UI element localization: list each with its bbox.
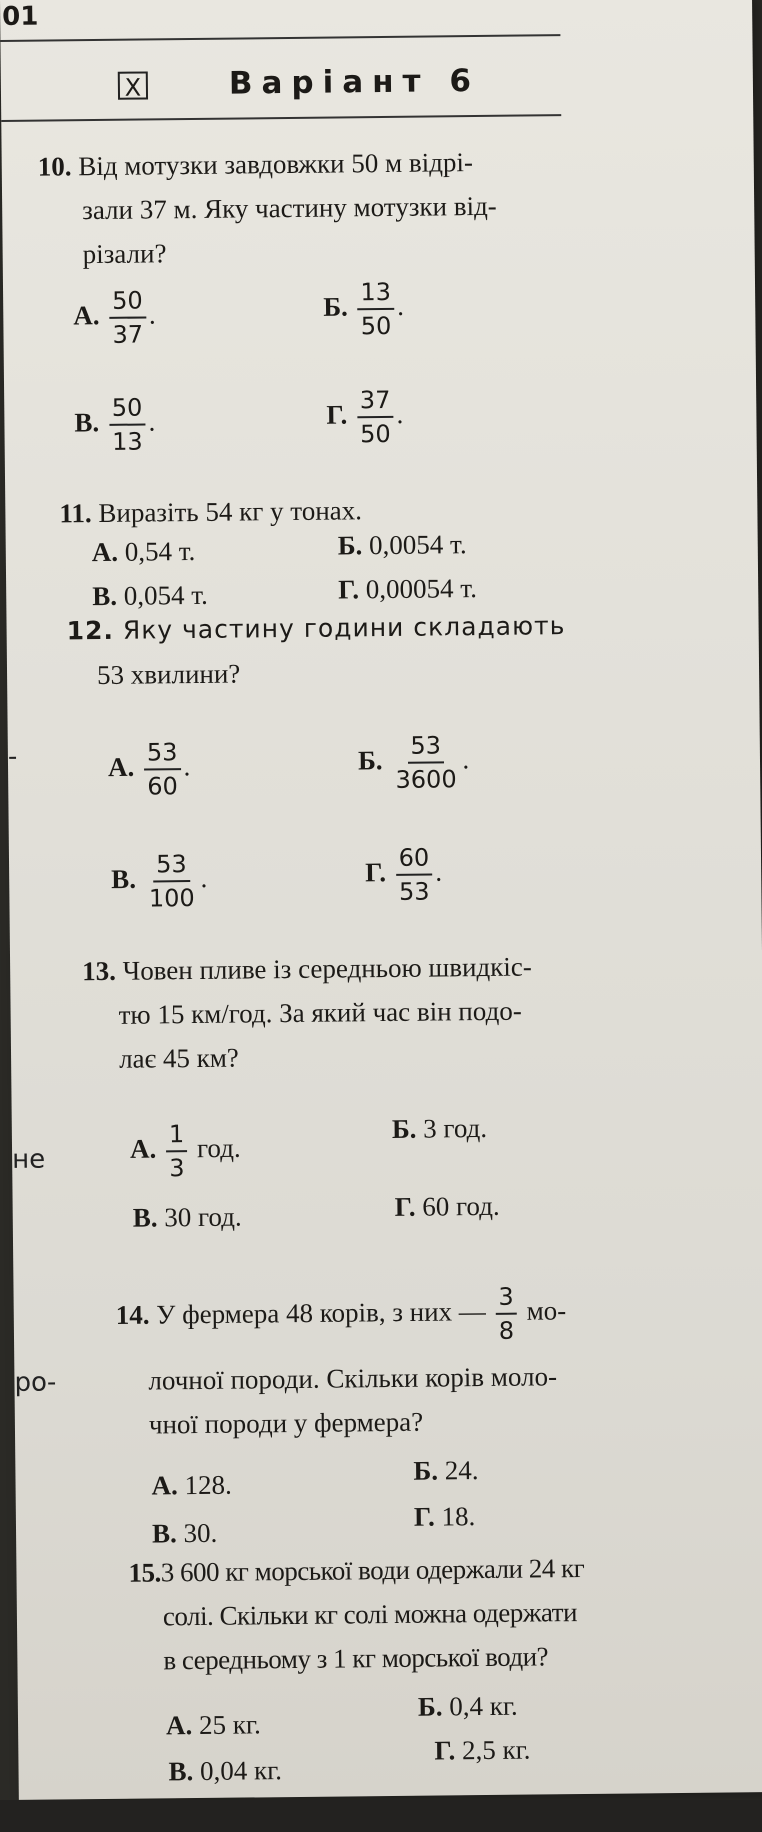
fraction: $\frac{3}{8}$ bbox=[495, 1283, 517, 1345]
option-g[interactable]: Г. $\frac{60}{53}$ . bbox=[364, 843, 443, 906]
question-text: Човен пливе із середньою швидкіс- bbox=[122, 951, 532, 986]
option-v[interactable]: В. 30 год. bbox=[132, 1201, 242, 1233]
margin-text: ро- bbox=[14, 1367, 57, 1398]
table-surface bbox=[0, 1800, 762, 1832]
top-rule bbox=[0, 34, 560, 42]
fraction: $\frac{53}{100}$ bbox=[148, 850, 195, 913]
fraction: $\frac{1}{3}$ bbox=[166, 1120, 188, 1182]
option-g[interactable]: Г. 2,5 кг. bbox=[434, 1734, 531, 1766]
margin-dash: - bbox=[7, 741, 18, 772]
question-text: солі. Скільки кг солі можна одержати bbox=[162, 1597, 578, 1632]
option-a[interactable]: А. $\frac{53}{60}$ . bbox=[107, 738, 191, 801]
fraction: $\frac{37}{50}$ bbox=[357, 386, 394, 448]
option-g[interactable]: Г. 60 год. bbox=[394, 1190, 500, 1222]
option-b[interactable]: Б. 3 год. bbox=[391, 1112, 488, 1144]
question-number: 10. bbox=[37, 151, 72, 182]
option-v[interactable]: В. $\frac{53}{100}$ . bbox=[111, 850, 208, 913]
fraction: $\frac{13}{50}$ bbox=[357, 278, 394, 340]
question-14 bbox=[115, 1282, 566, 1349]
fraction: $\frac{53}{3600}$ bbox=[395, 731, 457, 794]
option-a[interactable]: А. 25 кг. bbox=[165, 1709, 261, 1741]
question-text: зали 37 м. Яку частину мотузки від- bbox=[82, 190, 497, 226]
question-text: тю 15 км/год. За який час він подо- bbox=[118, 995, 522, 1030]
variant-checkbox[interactable]: X bbox=[118, 71, 148, 99]
question-14-continued bbox=[148, 1354, 557, 1446]
option-a[interactable]: А. $\frac{50}{37}$ . bbox=[73, 286, 156, 349]
option-b[interactable]: Б. 0,0054 т. bbox=[337, 529, 467, 561]
option-v[interactable]: В. 30. bbox=[151, 1517, 218, 1549]
header-rule bbox=[1, 114, 561, 122]
question-number: 15. bbox=[128, 1557, 161, 1588]
option-a[interactable]: А. $\frac{1}{3}$ год. bbox=[129, 1120, 241, 1183]
question-10 bbox=[38, 140, 498, 277]
option-g[interactable]: Г. 18. bbox=[413, 1501, 476, 1532]
question-number: 11. bbox=[59, 498, 92, 529]
fraction: $\frac{53}{60}$ bbox=[144, 738, 181, 800]
question-text: 53 хвилини? bbox=[96, 658, 241, 691]
question-number: 13. bbox=[82, 955, 117, 987]
question-text: У фермера 48 корів, з них — bbox=[156, 1296, 486, 1330]
question-text: Яку частину години складають bbox=[122, 611, 566, 645]
question-13 bbox=[82, 944, 533, 1081]
margin-text: не bbox=[11, 1144, 46, 1175]
question-text: чної породи у фермера? bbox=[148, 1406, 424, 1440]
option-b[interactable]: Б. $\frac{53}{3600}$ . bbox=[357, 731, 470, 794]
option-b[interactable]: Б. $\frac{13}{50}$ . bbox=[323, 277, 405, 341]
variant-title: Варіант 6 bbox=[228, 62, 481, 102]
question-text: різали? bbox=[82, 238, 167, 270]
question-11 bbox=[59, 488, 362, 535]
option-g[interactable]: Г. 0,00054 т. bbox=[338, 573, 478, 605]
option-v[interactable]: В. 0,054 т. bbox=[92, 579, 208, 612]
question-text: 3 600 кг морської води одержали 24 кг bbox=[160, 1552, 585, 1588]
question-12 bbox=[66, 604, 566, 697]
question-number: 12. bbox=[66, 615, 115, 646]
fraction: $\frac{60}{53}$ bbox=[395, 844, 432, 906]
option-g[interactable]: Г. $\frac{37}{50}$ . bbox=[326, 385, 404, 449]
question-text: Від мотузки завдовжки 50 м відрі- bbox=[78, 147, 474, 182]
option-a[interactable]: А. 128. bbox=[151, 1469, 232, 1501]
option-v[interactable]: В. 0,04 кг. bbox=[168, 1755, 283, 1787]
fraction: $\frac{50}{13}$ bbox=[109, 394, 146, 456]
option-a[interactable]: А. 0,54 т. bbox=[91, 535, 196, 568]
option-b[interactable]: Б. 0,4 кг. bbox=[417, 1690, 518, 1722]
question-15 bbox=[128, 1546, 585, 1683]
option-b[interactable]: Б. 24. bbox=[413, 1455, 479, 1486]
option-v[interactable]: В. $\frac{50}{13}$ . bbox=[74, 393, 156, 456]
question-number: 14. bbox=[115, 1299, 150, 1331]
page-number: 01 bbox=[2, 1, 39, 32]
question-text: мо- bbox=[526, 1295, 567, 1326]
question-text: в середньому з 1 кг морської води? bbox=[163, 1641, 549, 1676]
question-text: Виразіть 54 кг у тонах. bbox=[98, 495, 363, 528]
question-text: лочної породи. Скільки корів моло- bbox=[148, 1361, 558, 1396]
question-text: лає 45 км? bbox=[118, 1042, 239, 1074]
fraction: $\frac{50}{37}$ bbox=[109, 286, 146, 348]
